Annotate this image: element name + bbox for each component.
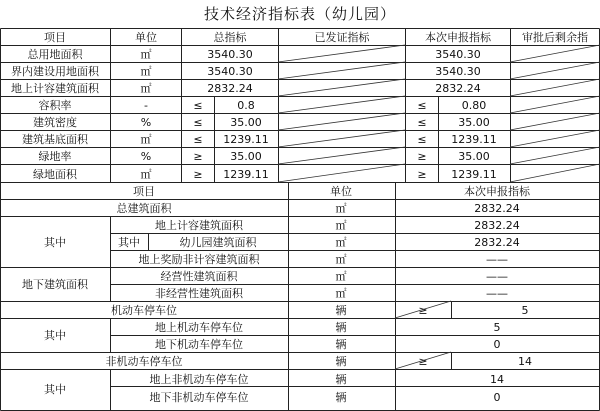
row-total: 35.00 xyxy=(230,116,262,129)
motor-parking-label: 机动车停车位 xyxy=(111,304,177,317)
row-current-operator: ≥ xyxy=(417,150,427,163)
motor-above-label: 地上机动车停车位 xyxy=(155,321,243,334)
nonmotor-parking-value: 14 xyxy=(518,355,532,368)
row-item: 界内建设用地面积 xyxy=(11,65,99,78)
row-current: 3540.30 xyxy=(435,65,481,78)
row-item: 绿地面积 xyxy=(33,168,77,181)
header-current: 本次申报指标 xyxy=(425,31,491,44)
above-ground-area-unit: ㎡ xyxy=(335,219,347,232)
motor-below-unit: 辆 xyxy=(335,338,347,351)
row-item: 绿地率 xyxy=(38,150,72,163)
row-current: 2832.24 xyxy=(435,82,481,95)
total-building-area-label: 总建筑面积 xyxy=(116,202,172,215)
row-current-operator: ≥ xyxy=(417,168,427,181)
row-total-operator: ≤ xyxy=(193,116,203,129)
header-remaining: 审批后剩余指 xyxy=(522,31,588,44)
row-unit: - xyxy=(144,99,148,112)
row-unit: ㎡ xyxy=(140,65,152,78)
row-item: 容积率 xyxy=(38,99,72,112)
row-current-operator: ≤ xyxy=(417,133,427,146)
bottom-header-current: 本次申报指标 xyxy=(464,185,530,198)
nonmotor-above-value: 14 xyxy=(490,373,504,386)
row-item: 总用地面积 xyxy=(27,48,83,61)
motor-parking-operator: ≥ xyxy=(418,304,428,317)
motor-above-unit: 辆 xyxy=(335,321,347,334)
row-unit: ㎡ xyxy=(140,168,152,181)
kindergarten-area-value: 2832.24 xyxy=(474,236,520,249)
row-item: 建筑密度 xyxy=(33,116,77,129)
nonmotor-parking-operator: ≥ xyxy=(418,355,428,368)
row-unit: % xyxy=(140,150,152,163)
kindergarten-area-label: 幼儿园建筑面积 xyxy=(179,236,257,249)
noncommercial-area-unit: ㎡ xyxy=(335,287,347,300)
commercial-area-unit: ㎡ xyxy=(335,270,347,283)
row-current: 35.00 xyxy=(458,150,490,163)
row-total: 2832.24 xyxy=(207,82,253,95)
table-title: 技术经济指标表（幼儿园） xyxy=(203,5,396,23)
header-total: 总指标 xyxy=(213,31,247,44)
header-issued: 已发证指标 xyxy=(314,31,370,44)
row-total: 1239.11 xyxy=(223,168,269,181)
row-total: 1239.11 xyxy=(223,133,269,146)
underground-area-label: 地下建筑面积 xyxy=(22,278,88,291)
row-total: 3540.30 xyxy=(207,48,253,61)
row-total-operator: ≤ xyxy=(193,133,203,146)
row-unit: % xyxy=(140,116,152,129)
bonus-area-unit: ㎡ xyxy=(335,253,347,266)
row-item: 建筑基底面积 xyxy=(22,133,88,146)
row-current: 35.00 xyxy=(458,116,490,129)
bonus-area-label: 地上奖励非计容建筑面积 xyxy=(138,253,260,266)
total-building-area-value: 2832.24 xyxy=(474,202,520,215)
row-unit: ㎡ xyxy=(140,48,152,61)
group-label-among: 其中 xyxy=(44,329,66,342)
row-current: 1239.11 xyxy=(451,168,497,181)
row-item: 地上计容建筑面积 xyxy=(11,82,99,95)
motor-parking-value: 5 xyxy=(521,304,529,317)
commercial-area-value: —— xyxy=(486,270,508,283)
above-ground-area-label: 地上计容建筑面积 xyxy=(155,219,243,232)
nonmotor-below-value: 0 xyxy=(493,391,501,404)
row-current-operator: ≤ xyxy=(417,99,427,112)
group-label-among: 其中 xyxy=(44,383,66,396)
row-unit: ㎡ xyxy=(140,82,152,95)
header-item: 项目 xyxy=(44,31,66,44)
motor-above-value: 5 xyxy=(493,321,501,334)
row-total-operator: ≥ xyxy=(193,168,203,181)
noncommercial-area-label: 非经营性建筑面积 xyxy=(155,287,243,300)
header-unit: 单位 xyxy=(135,31,157,44)
motor-below-label: 地下机动车停车位 xyxy=(155,338,243,351)
noncommercial-area-value: —— xyxy=(486,287,508,300)
nonmotor-above-label: 地上非机动车停车位 xyxy=(149,373,249,386)
nonmotor-above-unit: 辆 xyxy=(335,373,347,386)
nonmotor-parking-label: 非机动车停车位 xyxy=(105,355,183,368)
row-total: 35.00 xyxy=(230,150,262,163)
total-building-area-unit: ㎡ xyxy=(335,202,347,215)
bottom-header-item: 项目 xyxy=(133,185,155,198)
bonus-area-value: —— xyxy=(486,253,508,266)
nonmotor-below-label: 地下非机动车停车位 xyxy=(149,391,249,404)
nonmotor-below-unit: 辆 xyxy=(335,391,347,404)
row-total-operator: ≤ xyxy=(193,99,203,112)
row-current: 3540.30 xyxy=(435,48,481,61)
row-total: 0.8 xyxy=(237,99,255,112)
row-unit: ㎡ xyxy=(140,133,152,146)
bottom-header-unit: 单位 xyxy=(330,185,352,198)
row-current: 1239.11 xyxy=(451,133,497,146)
group-label-among: 其中 xyxy=(44,236,66,249)
row-current: 0.80 xyxy=(461,99,487,112)
row-total: 3540.30 xyxy=(207,65,253,78)
row-total-operator: ≥ xyxy=(193,150,203,163)
nonmotor-parking-unit: 辆 xyxy=(335,355,347,368)
motor-below-value: 0 xyxy=(493,338,501,351)
row-current-operator: ≤ xyxy=(417,116,427,129)
kindergarten-area-unit: ㎡ xyxy=(335,236,347,249)
kindergarten-among-label: 其中 xyxy=(118,236,140,249)
motor-parking-unit: 辆 xyxy=(335,304,347,317)
above-ground-area-value: 2832.24 xyxy=(474,219,520,232)
commercial-area-label: 经营性建筑面积 xyxy=(160,270,238,283)
